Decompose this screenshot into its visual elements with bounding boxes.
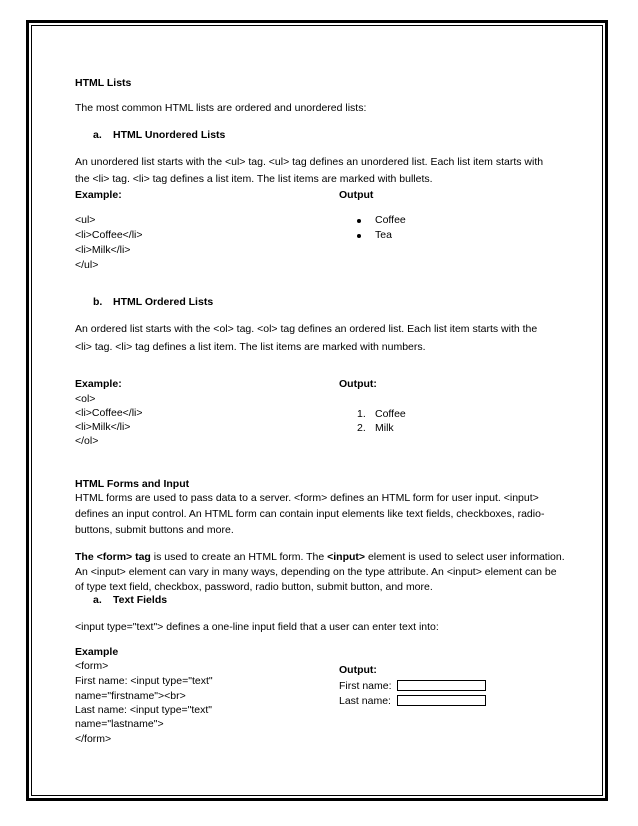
forms-para1-line3: buttons, submit buttons and more. (75, 524, 234, 536)
forms-para1-line2: defines an input control. An HTML form can contain input elements like text fields, checkboxes, radio- (75, 508, 545, 520)
form-tag-emphasis: The <form> tag (75, 551, 151, 563)
forms-para1-line1: HTML forms are used to pass data to a server. <form> defines an HTML form for user input. <input> (75, 492, 539, 504)
unordered-example-label: Example: (75, 189, 122, 201)
bullet-icon (357, 234, 361, 238)
bullet-icon (357, 219, 361, 223)
unordered-code-line: <li>Milk</li> (75, 244, 131, 256)
ordered-desc-line1: An ordered list starts with the <ol> tag. <ol> tag defines an ordered list. Each list item starts with the (75, 323, 538, 335)
last-name-label: Last name: (339, 695, 391, 707)
ordered-heading: HTML Ordered Lists (113, 296, 214, 308)
textfields-code-line: <form> (75, 660, 109, 672)
unordered-code-line: <ul> (75, 214, 96, 226)
ordered-code-line: <ol> (75, 393, 96, 405)
unordered-code-line: </ul> (75, 259, 99, 271)
ordered-output-item: Coffee (375, 408, 406, 420)
unordered-output-item: Coffee (375, 214, 406, 226)
ordered-output-label: Output: (339, 378, 377, 390)
unordered-marker: a. (93, 129, 102, 141)
unordered-heading: HTML Unordered Lists (113, 129, 226, 141)
unordered-desc-line1: An unordered list starts with the <ul> tag. <ul> tag defines an unordered list. Each list item starts with (75, 156, 544, 168)
forms-para2-line2: An <input> element can vary in many ways, depending on the type attribute. An <input> element can be (75, 566, 557, 578)
ordered-desc-line2: <li> tag. <li> tag defines a list item. The list items are marked with numbers. (75, 341, 426, 353)
lists-intro: The most common HTML lists are ordered and unordered lists: (75, 102, 367, 114)
textfields-marker: a. (93, 594, 102, 606)
ordered-marker: b. (93, 296, 103, 308)
input-tag-emphasis: <input> (327, 551, 366, 563)
unordered-code-line: <li>Coffee</li> (75, 229, 143, 241)
textfields-code-line: name="firstname"><br> (75, 690, 186, 702)
first-name-label: First name: (339, 680, 392, 692)
ordered-code-line: <li>Coffee</li> (75, 407, 143, 419)
textfields-code-line: Last name: <input type="text" (75, 704, 213, 716)
ordered-output-item: Milk (375, 422, 394, 434)
textfields-code-line: name="lastname"> (75, 718, 164, 730)
textfields-output-label: Output: (339, 664, 377, 676)
ordered-output-number: 2. (357, 422, 366, 434)
forms-para2-text2: element is used to select user information. (365, 551, 565, 563)
ordered-output-number: 1. (357, 408, 366, 420)
forms-para2-text1: is used to create an HTML form. The (150, 551, 328, 563)
forms-title: HTML Forms and Input (75, 478, 190, 490)
ordered-code-line: </ol> (75, 435, 99, 447)
textfields-code-line: </form> (75, 733, 112, 745)
ordered-example-label: Example: (75, 378, 122, 390)
lists-title: HTML Lists (75, 77, 132, 89)
ordered-code-line: <li>Milk</li> (75, 421, 131, 433)
forms-para2-line1 (75, 550, 565, 564)
forms-para2-line3: of type text field, checkbox, password, radio button, submit button, and more. (75, 581, 433, 593)
textfields-desc: <input type="text"> defines a one-line input field that a user can enter text into: (75, 621, 439, 633)
textfields-example-label: Example (75, 646, 119, 658)
textfields-heading: Text Fields (113, 594, 168, 606)
last-name-input[interactable] (397, 695, 486, 706)
unordered-desc-line2: the <li> tag. <li> tag defines a list item. The list items are marked with bullets. (75, 173, 433, 185)
unordered-output-label: Output (339, 189, 374, 201)
unordered-output-item: Tea (375, 229, 392, 241)
textfields-code-line: First name: <input type="text" (75, 675, 213, 687)
first-name-input[interactable] (397, 680, 486, 691)
